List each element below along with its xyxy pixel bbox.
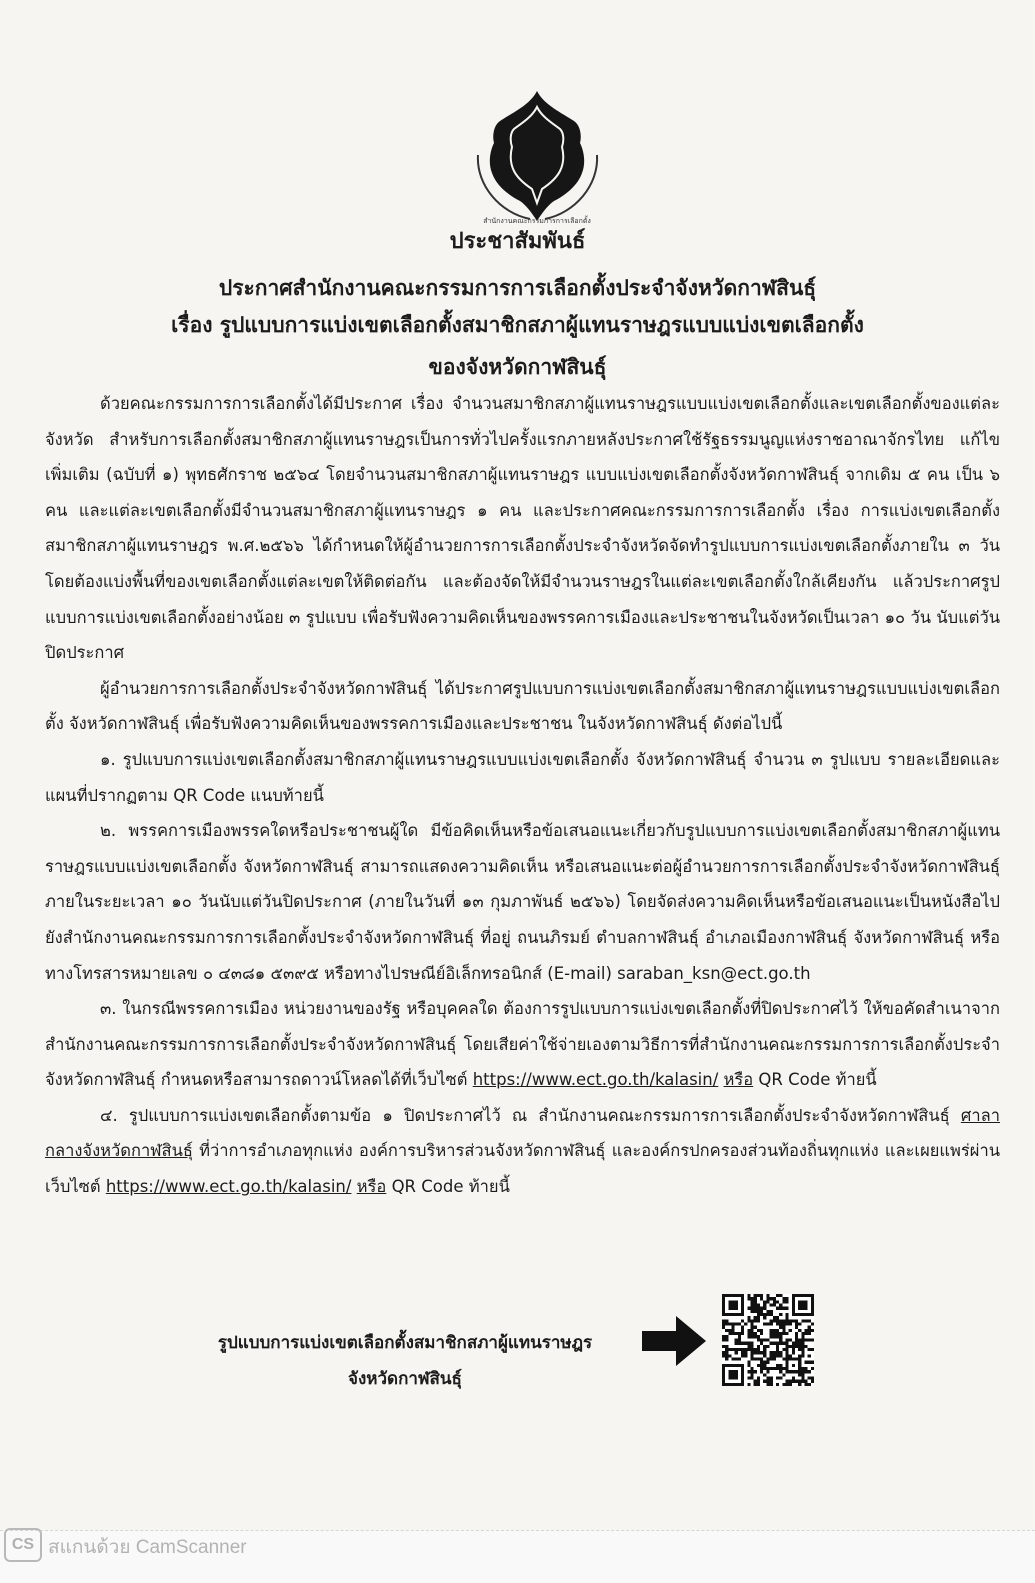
website-link[interactable]: https://www.ect.go.th/kalasin/ (472, 1070, 719, 1090)
or-text: หรือ (723, 1070, 754, 1090)
arrow-right-icon (640, 1313, 708, 1369)
paragraph-director: ผู้อำนวยการการเลือกตั้งประจำจังหวัดกาฬสินธุ์ ได้ประกาศรูปแบบการแบ่งเขตเลือกตั้งสมาชิกสภาผู้แทนราษฎรแบบแบ่งเขตเลือกตั้ง จังหวัดกาฬสินธุ์ เพื่อรับฟังความคิดเห็นของพรรคการเมืองและประชาชน ในจังหวัดกาฬสินธุ์ ดังต่อไปนี้ (45, 678, 1000, 734)
qr-caption-line1: รูปแบบการแบ่งเขตเลือกตั้งสมาชิกสภาผู้แทนราษฎร (217, 1333, 593, 1353)
announcement-title: ประกาศสำนักงานคณะกรรมการการเลือกตั้งประจำจังหวัดกาฬสินธุ์ (218, 276, 817, 300)
website-link-2[interactable]: https://www.ect.go.th/kalasin/ (105, 1177, 352, 1197)
qr-caption-line2: จังหวัดกาฬสินธุ์ (348, 1369, 462, 1389)
ect-emblem-icon (470, 85, 605, 225)
emblem-caption: สำนักงานคณะกรรมการการเลือกตั้ง (483, 217, 591, 225)
qr-code-icon[interactable] (722, 1294, 814, 1386)
announcement-subject-cont: ของจังหวัดกาฬสินธุ์ (428, 355, 607, 379)
page-title: ประชาสัมพันธ์ (449, 229, 586, 254)
provincial-hall-text: ศาลากลางจังหวัดกาฬสินธุ์ (45, 1105, 1000, 1161)
item-4-text-cont: ที่ว่าการอำเภอทุกแห่ง องค์การบริหารส่วนจังหวัดกาฬสินธุ์ และองค์กรปกครองส่วนท้องถิ่นทุกแห่ง และเผยแพร่ผ่านเว็บไซต์ (45, 1141, 1000, 1197)
announcement-subject: เรื่อง รูปแบบการแบ่งเขตเลือกตั้งสมาชิกสภาผู้แทนราษฎรแบบแบ่งเขตเลือกตั้ง (171, 313, 864, 337)
announcement-body (45, 386, 1000, 1205)
qr-caption (200, 1325, 610, 1397)
paragraph-item-4 (45, 1098, 1000, 1205)
item-4-qr-text: QR Code ท้ายนี้ (386, 1177, 510, 1197)
paragraph-item-1: ๑. รูปแบบการแบ่งเขตเลือกตั้งสมาชิกสภาผู้แทนราษฎรแบบแบ่งเขตเลือกตั้ง จังหวัดกาฬสินธุ์ จำนวน ๓ รูปแบบ รายละเอียดและแผนที่ปรากฏตาม QR Code แนบท้ายนี้ (45, 749, 1000, 805)
paragraph-intro: ด้วยคณะกรรมการการเลือกตั้งได้มีประกาศ เรื่อง จำนวนสมาชิกสภาผู้แทนราษฎรแบบแบ่งเขตเลือกตั้งและเขตเลือกตั้งของแต่ละจังหวัด สำหรับการเลือกตั้งสมาชิกสภาผู้แทนราษฎรเป็นการทั่วไปครั้งแรกภายหลังประกาศใช้รัฐธรรมนูญแห่งราชอาณาจักรไทย แก้ไขเพิ่มเติม (ฉบับที่ ๑) พุทธศักราช ๒๕๖๔ โดยจำนวนสมาชิกสภาผู้แทนราษฎร แบบแบ่งเขตเลือกตั้งจังหวัดกาฬสินธุ์ จากเดิม ๕ คน เป็น ๖ คน และแต่ละเขตเลือกตั้งมีจำนวนสมาชิกสภาผู้แทนราษฎร ๑ คน และประกาศคณะกรรมการการเลือกตั้ง เรื่อง การแบ่งเขตเลือกตั้งสมาชิกสภาผู้แทนราษฎร พ.ศ.๒๕๖๖ ได้กำหนดให้ผู้อำนวยการการเลือกตั้งประจำจังหวัดจัดทำรูปแบบการแบ่งเขตเลือกตั้งภายใน ๓ วัน โดยต้องแบ่งพื้นที่ของเขตเลือกตั้งแต่ละเขตให้ติดต่อกัน และต้องจัดให้มีจำนวนราษฎรในแต่ละเขตเลือกตั้งใกล้เคียงกัน แล้วประกาศรูปแบบการแบ่งเขตเลือกตั้งอย่างน้อย ๓ รูปแบบ เพื่อรับฟังความคิดเห็นของพรรคการเมืองและประชาชนในจังหวัดเป็นเวลา ๑๐ วัน นับแต่วันปิดประกาศ (45, 394, 1000, 663)
item-3-qr-text: QR Code ท้ายนี้ (753, 1070, 877, 1090)
paragraph-item-3 (45, 991, 1000, 1098)
item-3-text: ๓. ในกรณีพรรคการเมือง หน่วยงานของรัฐ หรือบุคคลใด ต้องการรูปแบบการแบ่งเขตเลือกตั้งที่ปิดประกาศไว้ ให้ขอคัดสำเนาจากสำนักงานคณะกรรมการการเลือกตั้งประจำจังหวัดกาฬสินธุ์ โดยเสียค่าใช้จ่ายเองตามวิธีการที่สำนักงานคณะกรรมการการเลือกตั้งประจำจังหวัดกาฬสินธุ์ กำหนดหรือสามารถดาวน์โหลดได้ที่เว็บไซต์ (45, 999, 1000, 1090)
item-4-text: ๔. รูปแบบการแบ่งเขตเลือกตั้งตามข้อ ๑ ปิดประกาศไว้ ณ สำนักงานคณะกรรมการการเลือกตั้งประจำจังหวัดกาฬสินธุ์ (100, 1105, 961, 1125)
paragraph-item-2: ๒. พรรคการเมืองพรรคใดหรือประชาชนผู้ใด มีข้อคิดเห็นหรือข้อเสนอแนะเกี่ยวกับรูปแบบการแบ่งเขตเลือกตั้งสมาชิกสภาผู้แทนราษฎรแบบแบ่งเขตเลือกตั้ง จังหวัดกาฬสินธุ์ สามารถแสดงความคิดเห็น หรือเสนอแนะต่อผู้อำนวยการการเลือกตั้งประจำจังหวัดกาฬสินธุ์ ภายในระยะเวลา ๑๐ วันนับแต่วันปิดประกาศ (ภายในวันที่ ๑๓ กุมภาพันธ์ ๒๕๖๖) โดยจัดส่งความคิดเห็นหรือข้อเสนอแนะเป็นหนังสือไปยังสำนักงานคณะกรรมการการเลือกตั้งประจำจังหวัดกาฬสินธุ์ ที่อยู่ ถนนภิรมย์ ตำบลกาฬสินธุ์ อำเภอเมืองกาฬสินธุ์ จังหวัดกาฬสินธุ์ หรือทางโทรสารหมายเลข ๐ ๔๓๘๑ ๕๓๙๕ หรือทางไปรษณีย์อิเล็กทรอนิกส์ (E-mail) saraban_ksn@ect.go.th (45, 821, 1000, 983)
camscanner-text: สแกนด้วย CamScanner (48, 1537, 247, 1558)
camscanner-logo: CS (4, 1528, 42, 1562)
or-text-2: หรือ (356, 1177, 387, 1197)
